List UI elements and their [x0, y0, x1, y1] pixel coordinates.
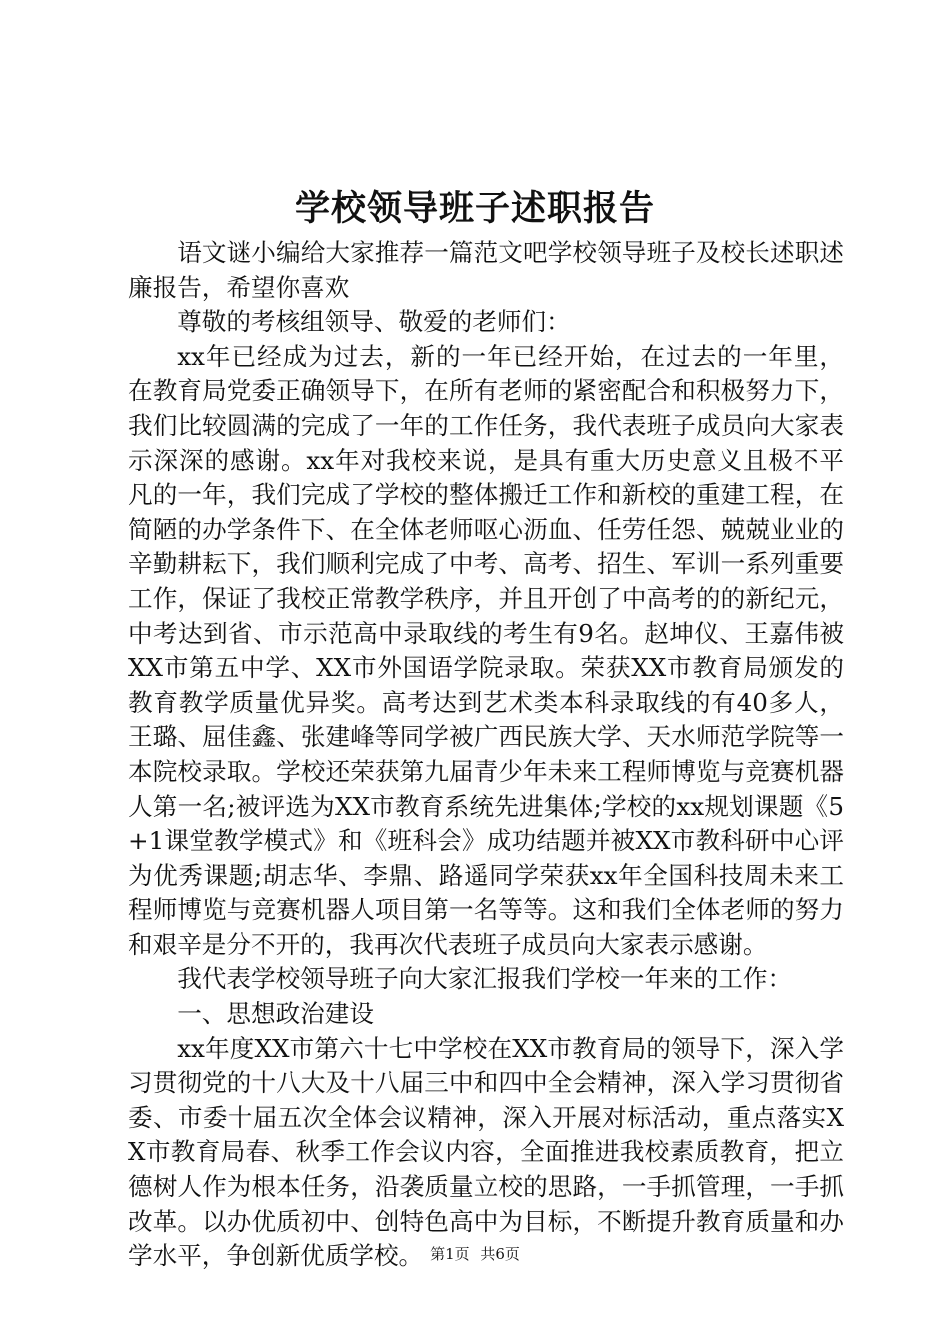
page-footer — [0, 1244, 950, 1264]
report-intro-paragraph: 我代表学校领导班子向大家汇报我们学校一年来的工作： — [177, 964, 793, 994]
page-total: 共6页 — [480, 1245, 520, 1263]
summary-paragraph: xx年已经成为过去，新的一年已经开始，在过去的一年里，在教育局党委正确领导下，在所有老师的紧密配合和积极努力下，我们比较圆满的完成了一年的工作任务，我代表班子成员向大家表示深深的感谢。xx年对我校来说，是具有重大历史意义且极不平凡的一年，我们完成了学校的整体搬迁工作和新校的重建工程，在简陋的办学条件下、在全体老师呕心沥血、任劳任怨、兢兢业业的辛勤耕耘下，我们顺利完成了中考、高考、招生、军训一系列重要工作，保证了我校正常教学秩序，并且开创了中高考的的新纪元，中考达到省、市示范高中录取线的考生有9名。赵坤仪、王嘉伟被XX市第五中学、XX市外国语学院录取。荣获XX市教育局颁发的教育教学质量优异奖。高考达到艺术类本科录取线的有40多人，王璐、屈佳鑫、张建峰等同学被广西民族大学、天水师范学院等一本院校录取。学校还荣获第九届青少年未来工程师博览与竞赛机器人第一名;被评选为XX市教育系统先进集体;学校的xx规划课题《5+1课堂教学模式》和《班科会》成功结题并被XX市教科研中心评为优秀课题;胡志华、李鼎、路遥同学荣获xx年全国科技周未来工程师博览与竞赛机器人项目第一名等等。这和我们全体老师的努力和艰辛是分不开的，我再次代表班子成员向大家表示感谢。 — [128, 341, 844, 959]
document-body — [128, 236, 844, 1274]
document-title: 学校领导班子述职报告 — [294, 188, 655, 229]
page-number: 第1页 — [430, 1245, 470, 1263]
section-heading: 一、思想政治建设 — [177, 999, 374, 1029]
salutation-paragraph: 尊敬的考核组领导、敬爱的老师们： — [177, 307, 571, 337]
section-paragraph: xx年度XX市第六十七中学校在XX市教育局的领导下，深入学习贯彻党的十八大及十八届三中和四中全会精神，深入学习贯彻省委、市委十届五次全体会议精神，深入开展对标活动，重点落实XX市教育局春、秋季工作会议内容，全面推进我校素质教育，把立德树人作为根本任务，沿袭质量立校的思路，一手抓管理，一手抓改革。以办优质初中、创特色高中为目标，不断提升教育质量和办学水平，争创新优质学校。 — [128, 1033, 844, 1271]
intro-paragraph: 语文谜小编给大家推荐一篇范文吧学校领导班子及校长述职述廉报告，希望你喜欢 — [128, 238, 844, 302]
